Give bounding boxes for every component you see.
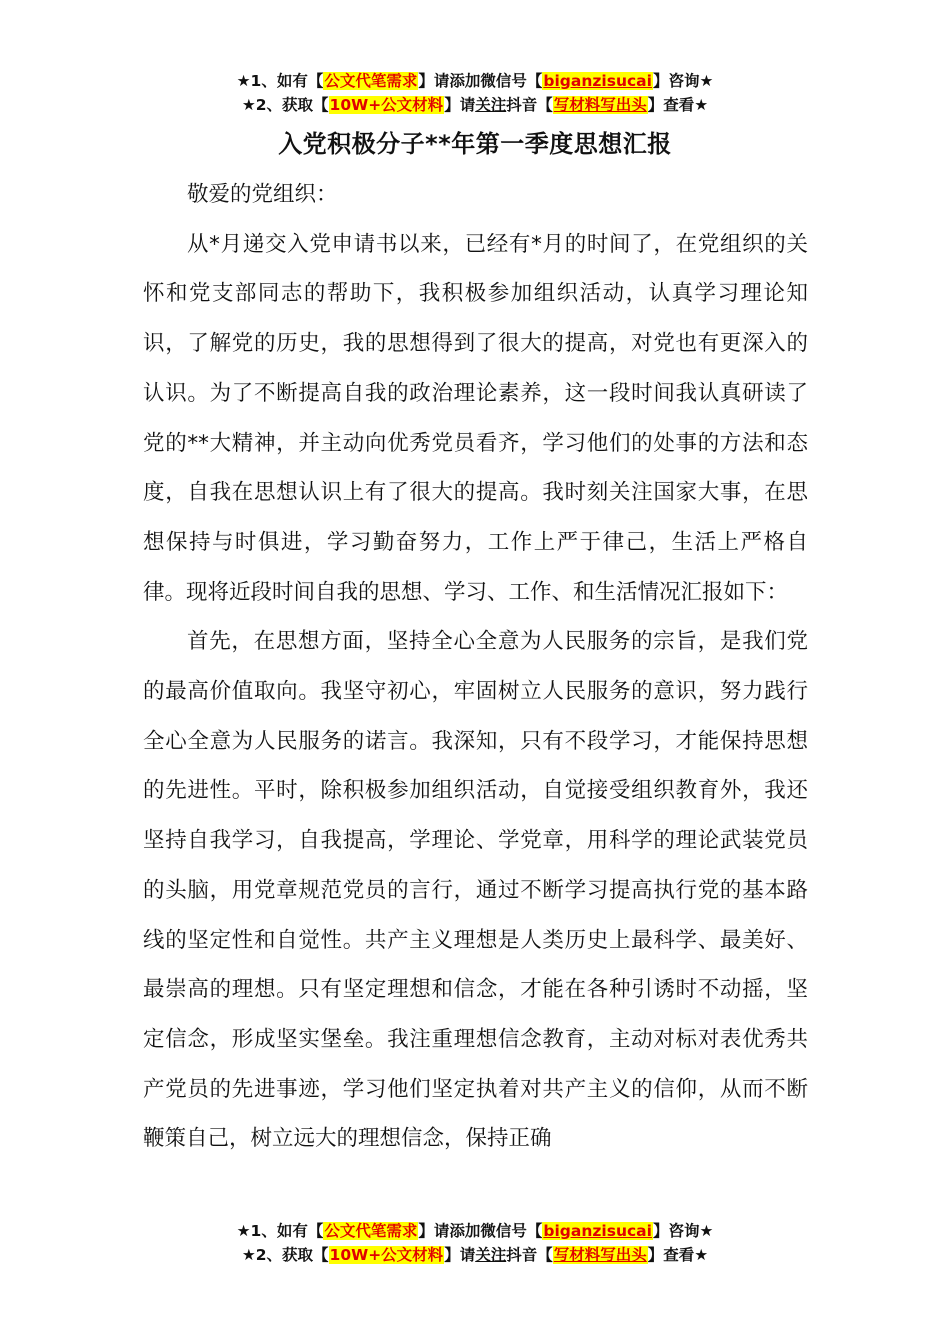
promo-text: 微信号【 xyxy=(480,72,543,90)
promo-text: 抖音【 xyxy=(506,1246,553,1264)
promo-line-1 xyxy=(0,70,950,94)
promo-douyin-id: 写材料写出头 xyxy=(553,1246,647,1264)
promo-text: 】请 xyxy=(444,96,476,114)
promo-text: ★1、如有【 xyxy=(236,72,324,90)
promo-text: 】请 xyxy=(418,1222,450,1240)
promo-highlight: 公文代笔需求 xyxy=(324,1222,418,1240)
promo-text: 】请 xyxy=(444,1246,476,1264)
promo-line-1 xyxy=(0,1220,950,1244)
promo-emphasis: 关注 xyxy=(475,1246,507,1264)
promo-text: 】咨询★ xyxy=(652,1222,714,1240)
promo-text: 】查看★ xyxy=(647,96,709,114)
promo-douyin-id: 写材料写出头 xyxy=(553,96,647,114)
promo-text: 】咨询★ xyxy=(652,72,714,90)
document-title: 入党积极分子**年第一季度思想汇报 xyxy=(278,130,672,158)
promo-emphasis: 添加 xyxy=(449,1222,481,1240)
promo-text: 】请 xyxy=(418,72,450,90)
paragraph-1: 从*月递交入党申请书以来，已经有*月的时间了，在党组织的关怀和党支部同志的帮助下，我积极参加组织活动，认真学习理论知识，了解党的历史，我的思想得到了很大的提高，对党也有更深入的认识。为了不断提高自我的政治理论素养，这一段时间我认真研读了党的**大精神，并主动向优秀党员看齐，学习他们的处事的方法和态度，自我在思想认识上有了很大的提高。我时刻关注国家大事，在思想保持与时俱进，学习勤奋努力，工作上严于律己，生活上严格自律。现将近段时间自我的思想、学习、工作、和生活情况汇报如下： xyxy=(143,231,808,605)
promo-highlight: 公文代笔需求 xyxy=(324,72,418,90)
salutation: 敬爱的党组织： xyxy=(187,182,338,207)
promo-line-2 xyxy=(0,1244,950,1268)
promo-emphasis: 关注 xyxy=(475,96,507,114)
promo-highlight: 10W+公文材料 xyxy=(329,96,444,114)
promo-wechat-id: biganzisucai xyxy=(543,1222,652,1240)
promo-highlight: 10W+公文材料 xyxy=(329,1246,444,1264)
promo-text: ★2、获取【 xyxy=(241,1246,329,1264)
promo-text: 抖音【 xyxy=(506,96,553,114)
promo-text: 微信号【 xyxy=(480,1222,543,1240)
document-body xyxy=(143,170,808,1164)
promo-text: ★1、如有【 xyxy=(236,1222,324,1240)
promo-wechat-id: biganzisucai xyxy=(543,72,652,90)
paragraph-2: 首先，在思想方面，坚持全心全意为人民服务的宗旨，是我们党的最高价值取向。我坚守初心，牢固树立人民服务的意识，努力践行全心全意为人民服务的诺言。我深知，只有不段学习，才能保持思想的先进性。平时，除积极参加组织活动，自觉接受组织教育外，我还坚持自我学习，自我提高，学理论、学党章，用科学的理论武装党员的头脑，用党章规范党员的言行，通过不断学习提高执行党的基本路线的坚定性和自觉性。共产主义理想是人类历史上最科学、最美好、最崇高的理想。只有坚定理想和信念，才能在各种引诱时不动摇，坚定信念，形成坚实堡垒。我注重理想信念教育，主动对标对表优秀共产党员的先进事迹，学习他们坚定执着对共产主义的信仰，从而不断鞭策自己，树立远大的理想信念，保持正确 xyxy=(143,629,808,1152)
promo-line-2 xyxy=(0,94,950,118)
promo-header xyxy=(0,70,950,118)
promo-emphasis: 添加 xyxy=(449,72,481,90)
promo-footer xyxy=(0,1220,950,1268)
promo-text: 】查看★ xyxy=(647,1246,709,1264)
promo-text: ★2、获取【 xyxy=(241,96,329,114)
